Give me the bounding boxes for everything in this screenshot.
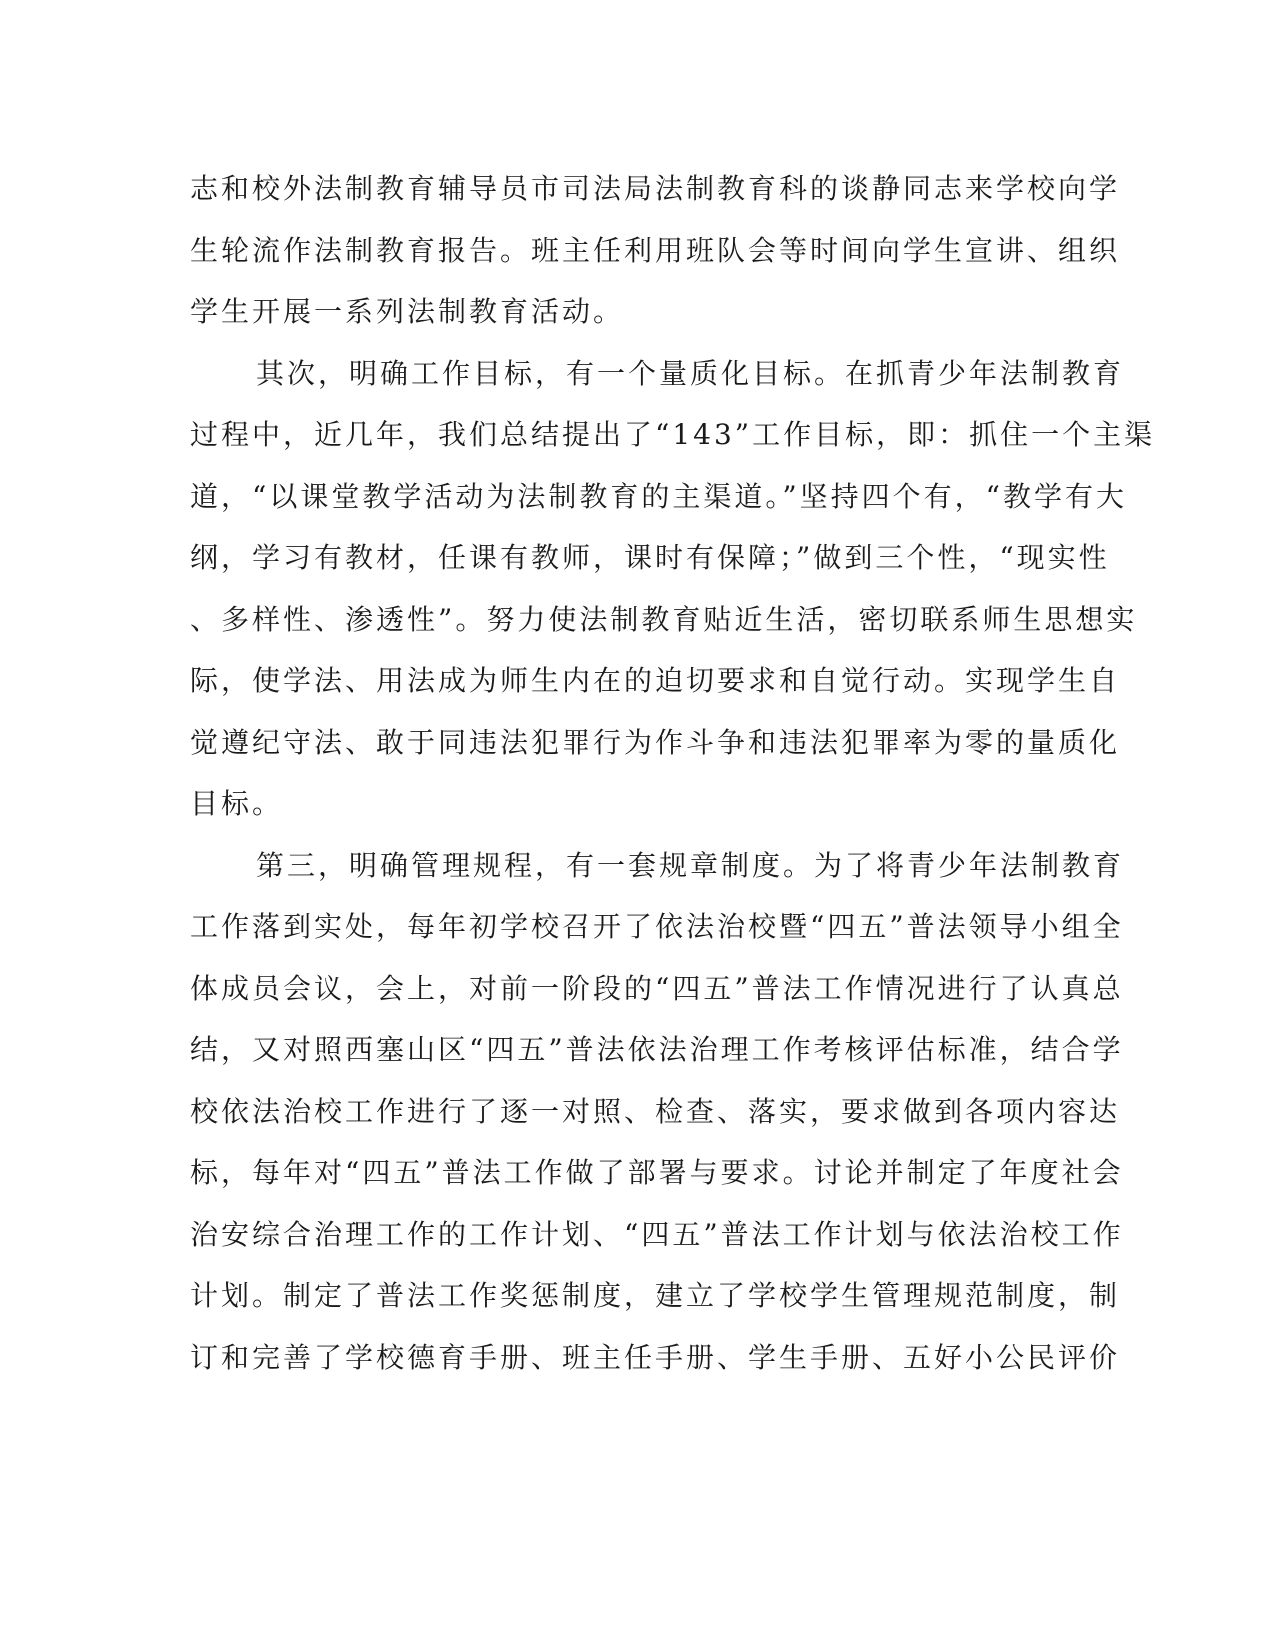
text-line: 际，使学法、用法成为师生内在的迫切要求和自觉行动。实现学生自 (190, 664, 1121, 697)
text-line: 学生开展一系列法制教育活动。 (190, 295, 625, 328)
text-line: 体成员会议，会上，对前一阶段的“四五”普法工作情况进行了认真总 (190, 971, 1124, 1005)
text-line: 过程中，近几年，我们总结提出了“143”工作目标，即：抓住一个主渠 (190, 418, 1156, 451)
text-line: 工作落到实处，每年初学校召开了依法治校暨“四五”普法领导小组全 (190, 910, 1124, 943)
text-line: 纲，学习有教材，任课有教师，课时有保障；”做到三个性，“现实性 (190, 541, 1110, 574)
text-line: 道，“以课堂教学活动为法制教育的主渠道。”坚持四个有，“教学有大 (190, 479, 1127, 513)
body-text (190, 158, 1156, 1388)
text-line: 治安综合治理工作的工作计划、“四五”普法工作计划与依法治校工作 (190, 1217, 1124, 1251)
text-line: 、多样性、渗透性”。努力使法制教育贴近生活，密切联系师生思想实 (190, 602, 1138, 636)
text-line: 订和完善了学校德育手册、班主任手册、学生手册、五好小公民评价 (190, 1340, 1121, 1374)
paragraph-start-line: 其次，明确工作目标，有一个量质化目标。在抓青少年法制教育 (256, 356, 1125, 390)
paragraph-start-line: 第三，明确管理规程，有一套规章制度。为了将青少年法制教育 (256, 848, 1125, 882)
text-line: 志和校外法制教育辅导员市司法局法制教育科的谈静同志来学校向学 (190, 172, 1121, 205)
text-line: 生轮流作法制教育报告。班主任利用班队会等时间向学生宣讲、组织 (190, 233, 1121, 267)
text-line: 标，每年对“四五”普法工作做了部署与要求。讨论并制定了年度社会 (190, 1156, 1124, 1189)
text-line: 目标。 (190, 787, 284, 820)
text-line: 觉遵纪守法、敢于同违法犯罪行为作斗争和违法犯罪率为零的量质化 (190, 725, 1121, 759)
text-line: 计划。制定了普法工作奖惩制度，建立了学校学生管理规范制度，制 (190, 1279, 1121, 1312)
text-line: 结，又对照西塞山区“四五”普法依法治理工作考核评估标准，结合学 (190, 1033, 1124, 1066)
text-line: 校依法治校工作进行了逐一对照、检查、落实，要求做到各项内容达 (190, 1094, 1121, 1128)
